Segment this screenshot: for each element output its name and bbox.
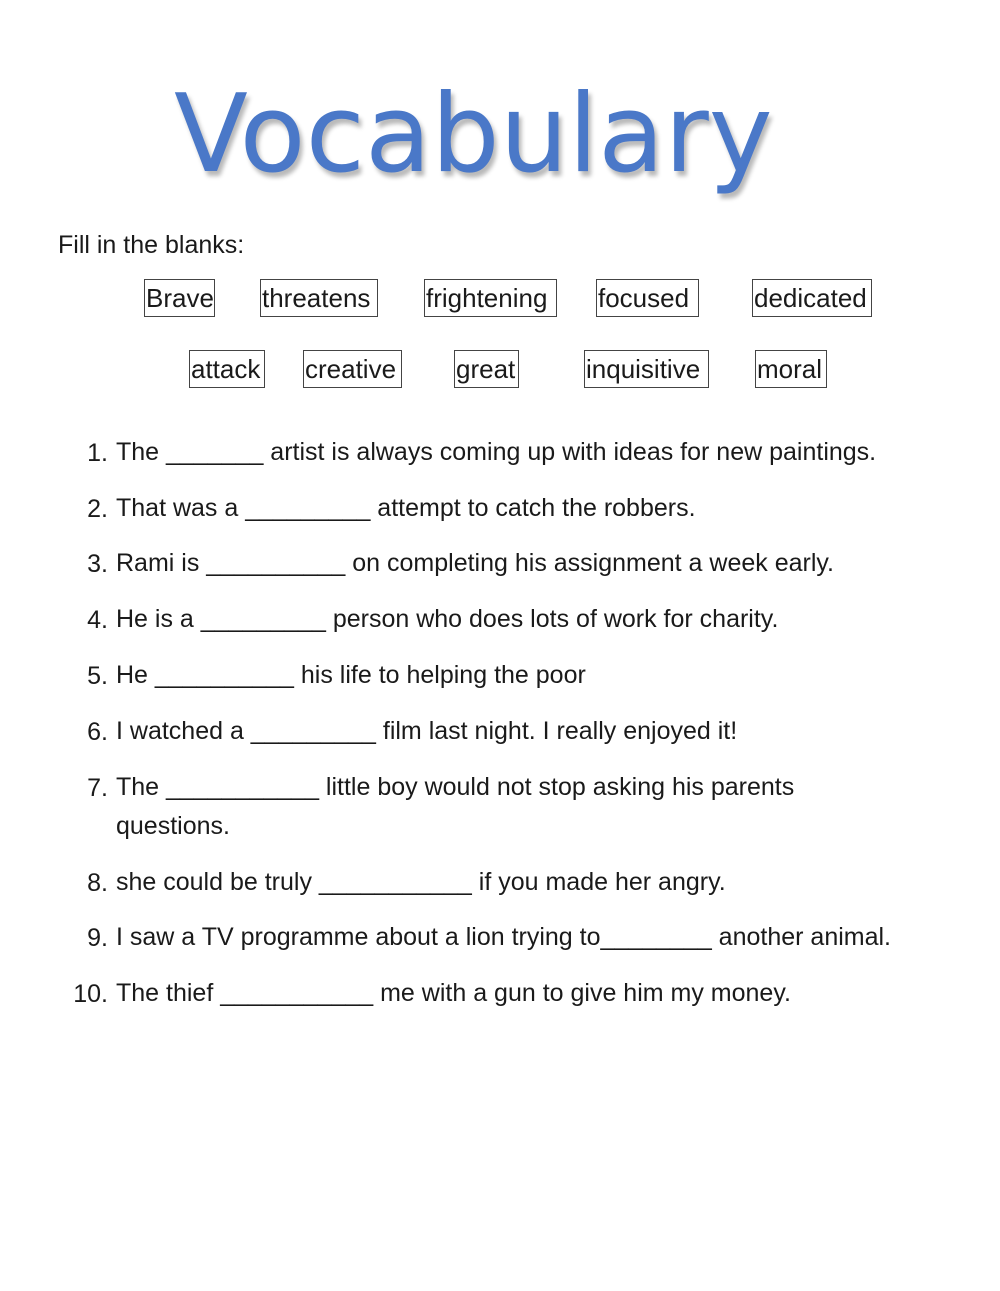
word-bank-item: attack: [189, 350, 265, 388]
question-text: That was a _________ attempt to catch the robbers.: [116, 494, 696, 522]
word-bank-item: inquisitive: [584, 350, 709, 388]
question-number: 4.: [87, 606, 108, 634]
question-text: He __________ his life to helping the poor: [116, 661, 586, 689]
word-bank-item: dedicated: [752, 279, 872, 317]
question-text: The ___________ little boy would not stop asking his parents: [116, 773, 795, 801]
word-bank-item: moral: [755, 350, 827, 388]
question-text: The thief ___________ me with a gun to give him my money.: [116, 979, 791, 1007]
question-text: I saw a TV programme about a lion trying to________ another animal.: [116, 923, 891, 951]
word-bank-item: focused: [596, 279, 699, 317]
question-number: 10.: [73, 980, 108, 1008]
worksheet-title: Vocabulary: [174, 72, 773, 197]
word-bank-item: great: [454, 350, 519, 388]
question-text: Rami is __________ on completing his assignment a week early.: [116, 549, 834, 577]
question-number: 8.: [87, 869, 108, 897]
question-number: 2.: [87, 495, 108, 523]
question-number: 3.: [87, 550, 108, 578]
question-number: 6.: [87, 718, 108, 746]
word-bank-item: Brave: [144, 279, 215, 317]
question-number: 1.: [87, 439, 108, 467]
question-number: 9.: [87, 924, 108, 952]
word-bank-item: frightening: [424, 279, 557, 317]
question-text: The _______ artist is always coming up with ideas for new paintings.: [116, 438, 877, 466]
instructions: Fill in the blanks:: [58, 231, 245, 259]
word-bank-item: creative: [303, 350, 402, 388]
question-text: she could be truly ___________ if you made her angry.: [116, 868, 726, 896]
question-number: 5.: [87, 662, 108, 690]
word-bank-item: threatens: [260, 279, 378, 317]
question-number: 7.: [87, 774, 108, 802]
question-text-continued: questions.: [116, 812, 230, 840]
question-text: I watched a _________ film last night. I really enjoyed it!: [116, 717, 738, 745]
question-text: He is a _________ person who does lots of work for charity.: [116, 605, 779, 633]
